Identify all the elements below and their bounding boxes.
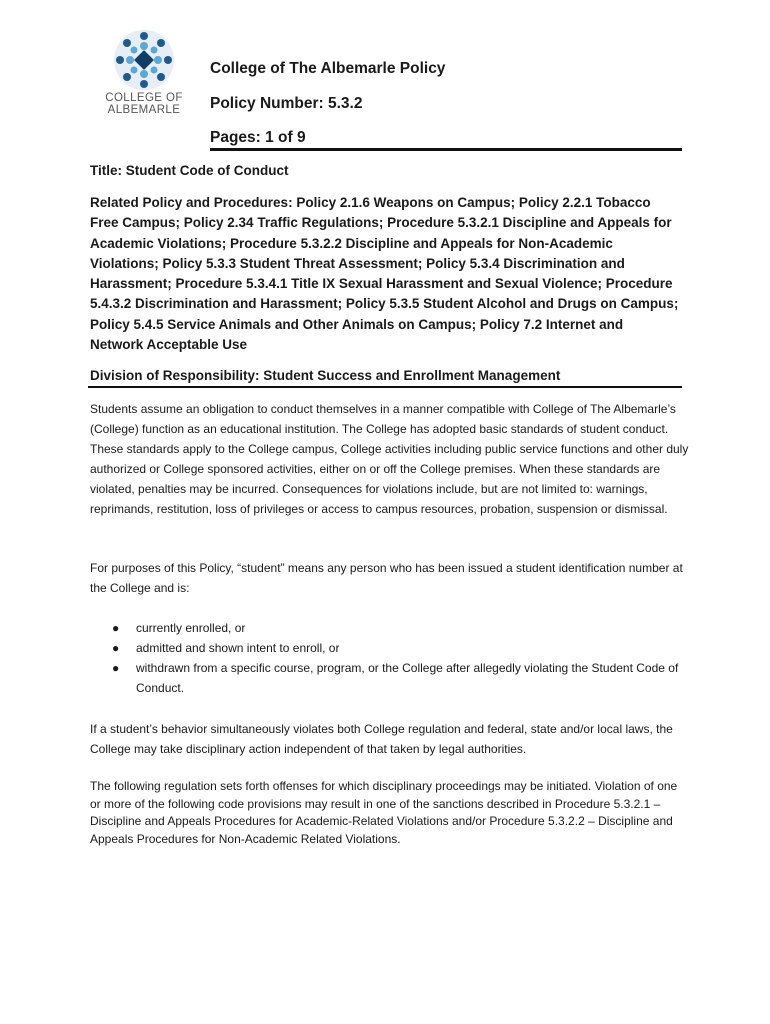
logo-text-albemarle: ALBEMARLE — [107, 104, 181, 116]
related-policies: Related Policy and Procedures: Policy 2.1.6 Weapons on Campus; Policy 2.2.1 Tobacco Free Campus; Policy 2.34 Traffic Regulations; Procedure 5.3.2.1 Discipline and Appeals for Academic Violations; Procedure 5.3.2.2 Discipline and Appeals for Non-Academic Violations; Policy 5.3.3 Student Threat Assessment; Policy 5.3.4 Discrimination and Harassment; Procedure 5.3.4.1 Title IX Sexual Harassment and Sexual Violence; Procedure 5.4.3.2 Discrimination and Harassment; Policy 5.3.5 Student Alcohol and Drugs on Campus; Policy 5.4.5 Service Animals and Other Animals on Campus; Policy 7.2 Internet and Network Acceptable Use — [90, 195, 679, 353]
bullet-icon: ● — [112, 661, 120, 676]
logo-text-college: COLLEGE OF — [105, 92, 183, 104]
bullet-icon: ● — [112, 621, 120, 635]
paragraph-obligation: Students assume an obligation to conduct themselves in a manner compatible with College of The Albemarle’s (College) function as an educational institution. The College has adopted basic standards of student conduct. These standards apply to the College campus, College activities including public service functions and other duly authorized or College sponsored activities, either on or off the College premises. When these standards are violated, penalties may be incurred. Consequences for violations include, but are not limited to: warnings, reprimands, restitution, loss of privileges or access to campus resources, probation, suspension or dismissal. — [90, 402, 689, 517]
list-item-text: currently enrolled, or — [136, 621, 246, 635]
division-rule — [88, 386, 682, 388]
college-logo — [104, 28, 184, 124]
list-item — [90, 658, 690, 698]
list-item — [90, 638, 690, 658]
bullet-icon: ● — [112, 641, 120, 656]
college-emblem-icon — [112, 28, 176, 92]
paragraph-offenses: The following regulation sets forth offenses for which disciplinary proceedings may be initiated. Violation of one or more of the following code provisions may result in one of the sanctions described in Procedure 5.3.2.1 – Discipline and Appeals Procedures for Academic-Related Violations and/or Procedure 5.3.2.2 – Discipline and Appeals Procedures for Non-Academic Related Violations. — [90, 779, 678, 846]
policy-title: Title: Student Code of Conduct — [90, 163, 289, 178]
list-item — [90, 618, 690, 638]
list-item-text: admitted and shown intent to enroll, or — [136, 641, 340, 656]
student-status-list — [90, 618, 690, 698]
college-policy-heading: College of The Albemarle Policy — [210, 60, 446, 77]
division-of-responsibility: Division of Responsibility: Student Success and Enrollment Management — [90, 368, 561, 383]
paragraph-legal-authorities: If a student’s behavior simultaneously violates both College regulation and federal, state and/or local laws, the College may take disciplinary action independent of that taken by legal authorities. — [90, 722, 673, 757]
policy-number: Policy Number: 5.3.2 — [210, 95, 363, 112]
header-rule — [210, 148, 682, 151]
paragraph-student-definition: For purposes of this Policy, “student” means any person who has been issued a student identification number at the College and is: — [90, 561, 683, 596]
list-item-text: withdrawn from a specific course, program, or the College after allegedly violating the Student Code of Conduct. — [136, 661, 679, 696]
page-count: Pages: 1 of 9 — [210, 129, 306, 146]
